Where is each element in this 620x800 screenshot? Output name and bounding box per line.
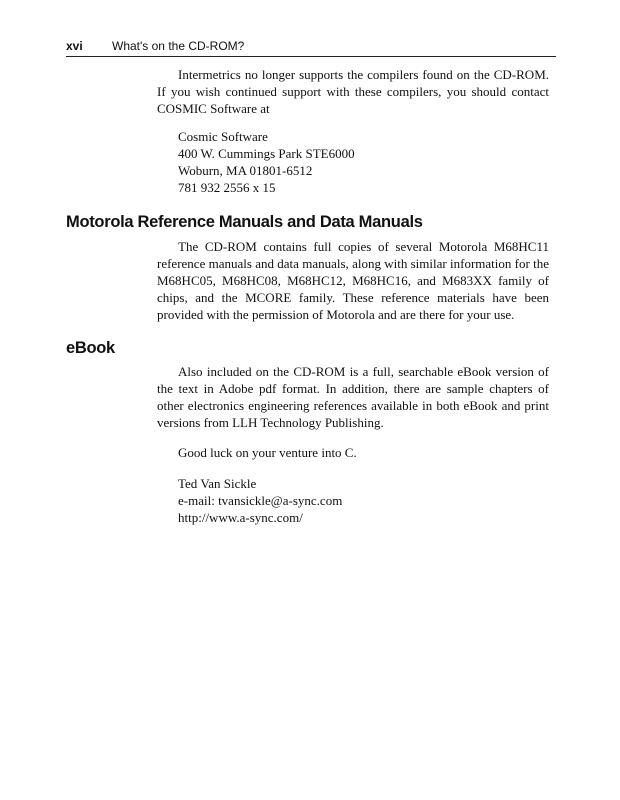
address-line: Woburn, MA 01801-6512 xyxy=(178,163,313,178)
closing-line: Good luck on your venture into C. xyxy=(178,445,357,460)
address-line: 400 W. Cummings Park STE6000 xyxy=(178,146,355,161)
cosmic-address-block xyxy=(178,128,355,196)
intro-paragraph: Intermetrics no longer supports the compilers found on the CD-ROM. If you wish continued support with these compilers, you should contact COSMIC Software at xyxy=(157,67,549,116)
closing-line-block xyxy=(178,444,357,461)
author-name: Ted Van Sickle xyxy=(178,476,257,491)
manuals-paragraph: The CD-ROM contains full copies of several Motorola M68HC11 reference manuals and data manuals, along with similar information for the M68HC05, M68HC08, M68HC12, M68HC16, and M683XX family of chips, and the MCORE family. These reference materials have been provided with the permission of Motorola and are there for your use. xyxy=(157,239,549,322)
author-website: http://www.a-sync.com/ xyxy=(178,510,303,525)
ebook-paragraph: Also included on the CD-ROM is a full, searchable eBook version of the text in Adobe pdf format. In addition, there are sample chapters of other electronics engineering references available in both eBook and print versions from LLH Technology Publishing. xyxy=(157,364,549,430)
running-head xyxy=(66,38,556,57)
page-number: xvi xyxy=(66,39,83,53)
intro-section xyxy=(157,66,549,117)
running-head-title: What's on the CD-ROM? xyxy=(112,39,245,53)
section-heading-motorola-manuals: Motorola Reference Manuals and Data Manuals xyxy=(66,213,423,231)
section-heading-ebook: eBook xyxy=(66,339,115,357)
manuals-section xyxy=(157,238,549,323)
signature-block xyxy=(178,475,342,526)
author-email: e-mail: tvansickle@a-sync.com xyxy=(178,493,343,508)
ebook-section xyxy=(157,363,549,431)
address-line: Cosmic Software xyxy=(178,129,268,144)
address-line: 781 932 2556 x 15 xyxy=(178,180,276,195)
